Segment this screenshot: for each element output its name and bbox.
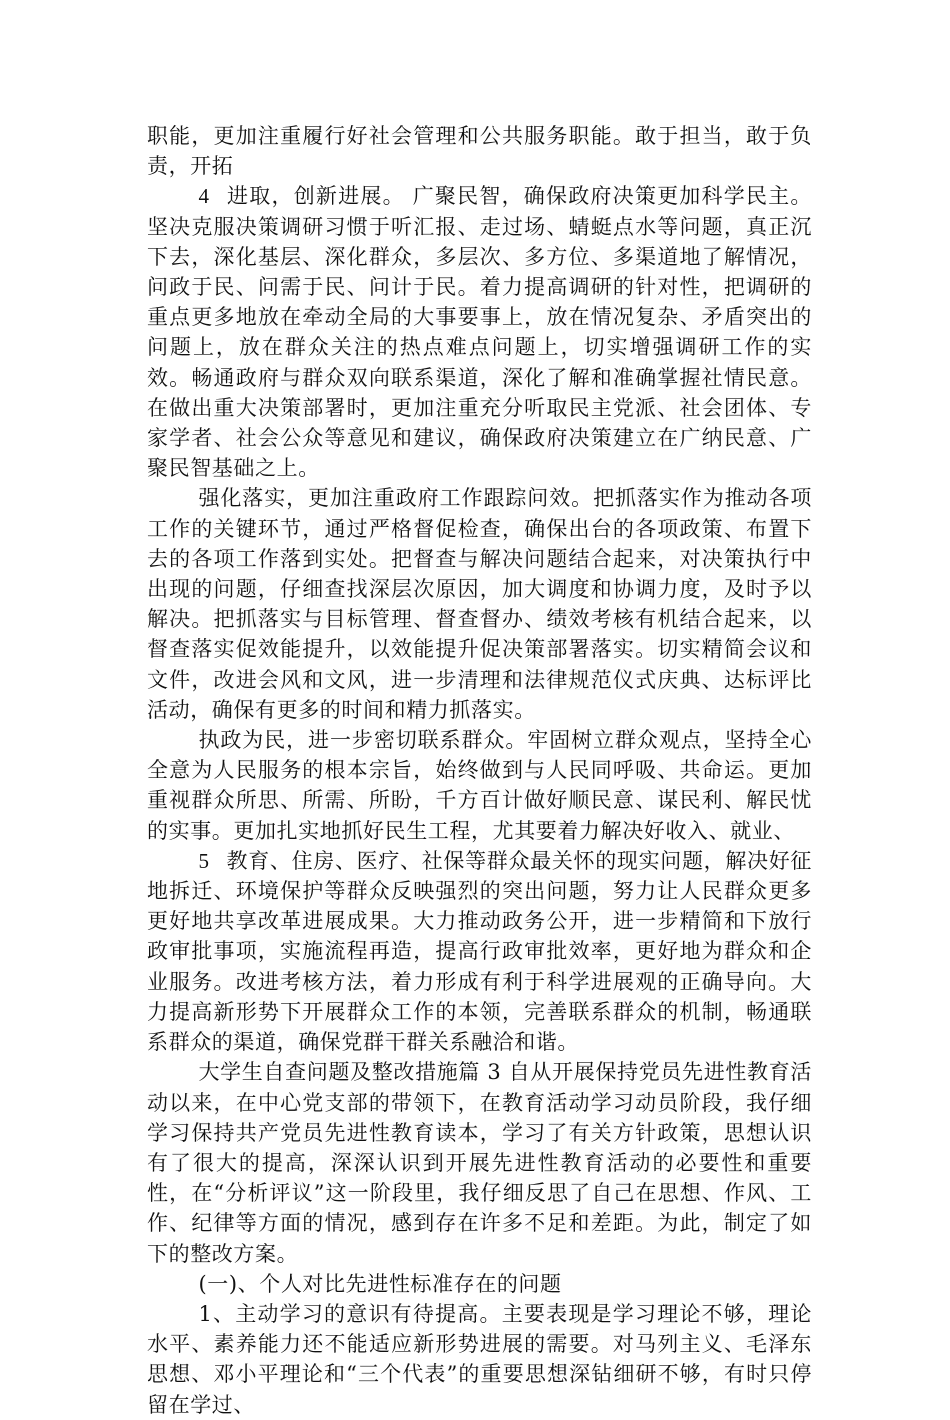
paragraph-strengthen-implementation: 强化落实，更加注重政府工作跟踪问效。把抓落实作为推动各项工作的关键环节，通过严格督促检查，确保出台的各项政策、布置下去的各项工作落到实处。把督查与解决问题结合起来，对决策执行中出现的问题，仔细查找深层次原因，加大调度和协调力度，及时予以解决。把抓落实与目标管理、督查督办、绩效考核有机结合起来，以督查落实促效能提升，以效能提升促决策部署落实。切实精简会议和文件，改进会风和文风，进一步清理和法律规范仪式庆典、达标评比活动，确保有更多的时间和精力抓落实。 [147,486,812,722]
page-number-marker: 4 [198,184,210,209]
paragraph-self-inspection: 大学生自查问题及整改措施篇 3 自从开展保持党员先进性教育活动以来，在中心党支部的带领下，在教育活动学习动员阶段，我仔细学习保持共产党员先进性教育读本，学习了有关方针政策，思想认识有了很大的提高，深深认识到开展先进性教育活动的必要性和重要性，在“分析评议”这一阶段里，我仔细反思了自己在思想、作风、工作、纪律等方面的情况，感到存在许多不足和差距。为此，制定了如下的整改方案。 [147,1060,812,1266]
paragraph-serve-people: 执政为民，进一步密切联系群众。牢固树立群众观点，坚持全心全意为人民服务的根本宗旨，始终做到与人民同呼吸、共命运。更加重视群众所思、所需、所盼，千方百计做好顺民意、谋民利、解民忧的实事。更加扎实地抓好民生工程，尤其要着力解决好收入、就业、 [147,728,812,843]
paragraph-problem-1: 1、主动学习的意识有待提高。主要表现是学习理论不够，理论水平、素养能力还不能适应新形势进展的需要。对马列主义、毛泽东思想、邓小平理论和“三个代表”的重要思想深钻细研不够，有时只停留在学过、 [147,1301,812,1417]
document-page [147,121,812,1420]
paragraph-text: 教育、住房、医疗、社保等群众最关怀的现实问题，解决好征地拆迁、环境保护等群众反映强烈的突出问题，努力让人民群众更多更好地共享改革进展成果。大力推动政务公开，进一步精简和下放行政审批事项，实施流程再造，提高行政审批效率，更好地为群众和企业服务。改进考核方法，着力形成有利于科学进展观的正确导向。大力提高新形势下开展群众工作的本领，完善联系群众的机制，畅通联系群众的渠道，确保党群干群关系融洽和谐。 [147,848,812,1055]
page-number-marker: 5 [198,848,210,873]
paragraph-numbered-5 [147,846,812,1057]
section-heading: (一)、个人对比先进性标准存在的问题 [198,1271,562,1296]
paragraph-continuation: 职能，更加注重履行好社会管理和公共服务职能。敢于担当，敢于负责，开拓 [147,124,812,179]
paragraph-text: 进取，创新进展。 广聚民智，确保政府决策更加科学民主。坚决克服决策调研习惯于听汇报、走过场、蜻蜓点水等问题，真正沉下去，深化基层、深化群众，多层次、多方位、多渠道地了解情况，问政于民、问需于民、问计于民。着力提高调研的针对性，把调研的重点更多地放在牵动全局的大事要事上，放在情况复杂、矛盾突出的问题上，放在群众关注的热点难点问题上，切实增强调研工作的实效。畅通政府与群众双向联系渠道，深化了解和准确掌握社情民意。在做出重大决策部署时，更加注重充分听取民主党派、社会团体、专家学者、社会公众等意见和建议，确保政府决策建立在广纳民意、广聚民智基础之上。 [147,184,812,481]
paragraph-numbered-4 [147,181,812,483]
